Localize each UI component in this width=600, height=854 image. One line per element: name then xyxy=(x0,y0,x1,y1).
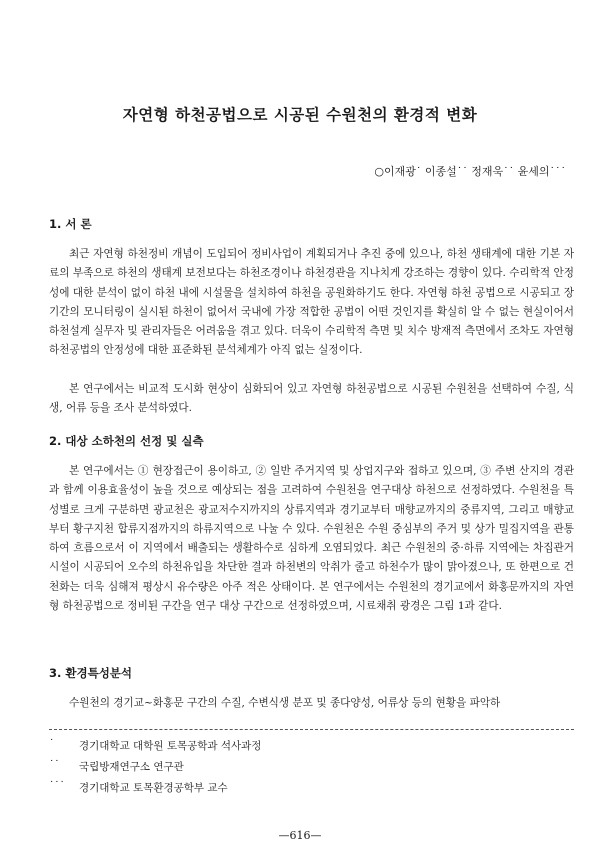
section-heading-environment-analysis: 3. 환경특성분석 xyxy=(49,666,133,680)
section-heading-site-selection: 2. 대상 소하천의 선정 및 실측 xyxy=(49,434,204,448)
footnote-text: 경기대학교 대학원 토목공학과 석사과정 xyxy=(79,740,262,752)
footnote-item xyxy=(49,780,574,801)
paragraph-environment-analysis: 수원천의 경기교~화홍문 구간의 수질, 수변식생 분포 및 종다양성, 어류상 등의 현황을 파악하 xyxy=(69,697,501,709)
footnote-item xyxy=(49,759,574,780)
footnote-mark: ˙˙ xyxy=(49,759,60,771)
paragraph-introduction-2: 본 연구에서는 비교적 도시화 현상이 심화되어 있고 자연형 하천공법으로 시공된 수원천을 선택하여 수질, 식생, 어류 등을 조사 분석하였다. xyxy=(49,383,574,415)
page-number: —616— xyxy=(278,829,322,842)
paragraph-site-selection: 본 연구에서는 ① 현장접근이 용이하고, ② 일반 주거지역 및 상업지구와 접하고 있으며, ③ 주변 산지의 경관과 함께 이용효율성이 높을 것으로 예상되는 점을 고려하여 수원천을 연구대상 하천으로 선정하였다. 수원천을 특성별로 크게 구분하면 광교천은 광교저수지까지의 상류지역과 경기교부터 매향교까지의 중류지역, 그리고 매향교부터 황구지천 합류지점까지의 하류지역으로 나눌 수 있다. 수원천은 수원 중심부의 주거 및 상가 밀집지역을 관통하여 흐름으로서 이 지역에서 배출되는 생활하수로 심하게 오염되었다. 최근 수원천의 중·하류 지역에는 차집관거 시설이 시공되어 오수의 하천유입을 차단한 결과 하천변의 악취가 줄고 하천수가 많이 맑아졌으나, 또 한편으로 건천화는 더욱 심해져 평상시 유수량은 아주 적은 상태이다. 본 연구에서는 수원천의 경기교에서 화홍문까지의 자연형 하천공법으로 정비된 구간을 연구 대상 구간으로 선정하였으며, 시료채취 광경은 그림 1과 같다. xyxy=(49,465,574,613)
footnotes xyxy=(49,738,574,801)
paragraph-introduction-1: 최근 자연형 하천정비 개념이 도입되어 정비사업이 계획되거나 추진 중에 있으나, 하천 생태계에 대한 기본 자료의 부족으로 하천의 생태계 보전보다는 하천조경이나 하천경관을 지나치게 강조하는 경향이 있다. 수리학적 안정성에 대한 분석이 없이 하천 내에 시설물을 설치하여 하천을 공원화하기도 한다. 자연형 하천 공법으로 시공되고 장기간의 모니터링이 실시된 하천이 없어서 국내에 가장 적합한 공법이 어떤 것인지를 확실히 알 수 없는 현실이어서 하천설계 실무자 및 관리자들은 어려움을 겪고 있다. 더욱이 수리학적 측면 및 치수 방재적 측면에서 조차도 자연형 하천공법의 안정성에 대한 표준화된 분석체계가 아직 없는 실정이다. xyxy=(49,248,574,357)
footnote-text: 국립방재연구소 연구관 xyxy=(79,761,184,773)
footnote-divider xyxy=(49,729,574,730)
footnote-mark: ˙ xyxy=(49,738,55,750)
footnote-text: 경기대학교 토목환경공학부 교수 xyxy=(79,782,228,794)
paper-title: 자연형 하천공법으로 시공된 수원천의 환경적 변화 xyxy=(122,106,478,124)
section-heading-introduction: 1. 서 론 xyxy=(49,217,92,231)
footnote-item xyxy=(49,738,574,759)
author-list: ○이재광˙ 이종설˙˙ 정재욱˙˙ 윤세의˙˙˙ xyxy=(374,165,566,178)
footnote-mark: ˙˙˙ xyxy=(49,780,65,792)
